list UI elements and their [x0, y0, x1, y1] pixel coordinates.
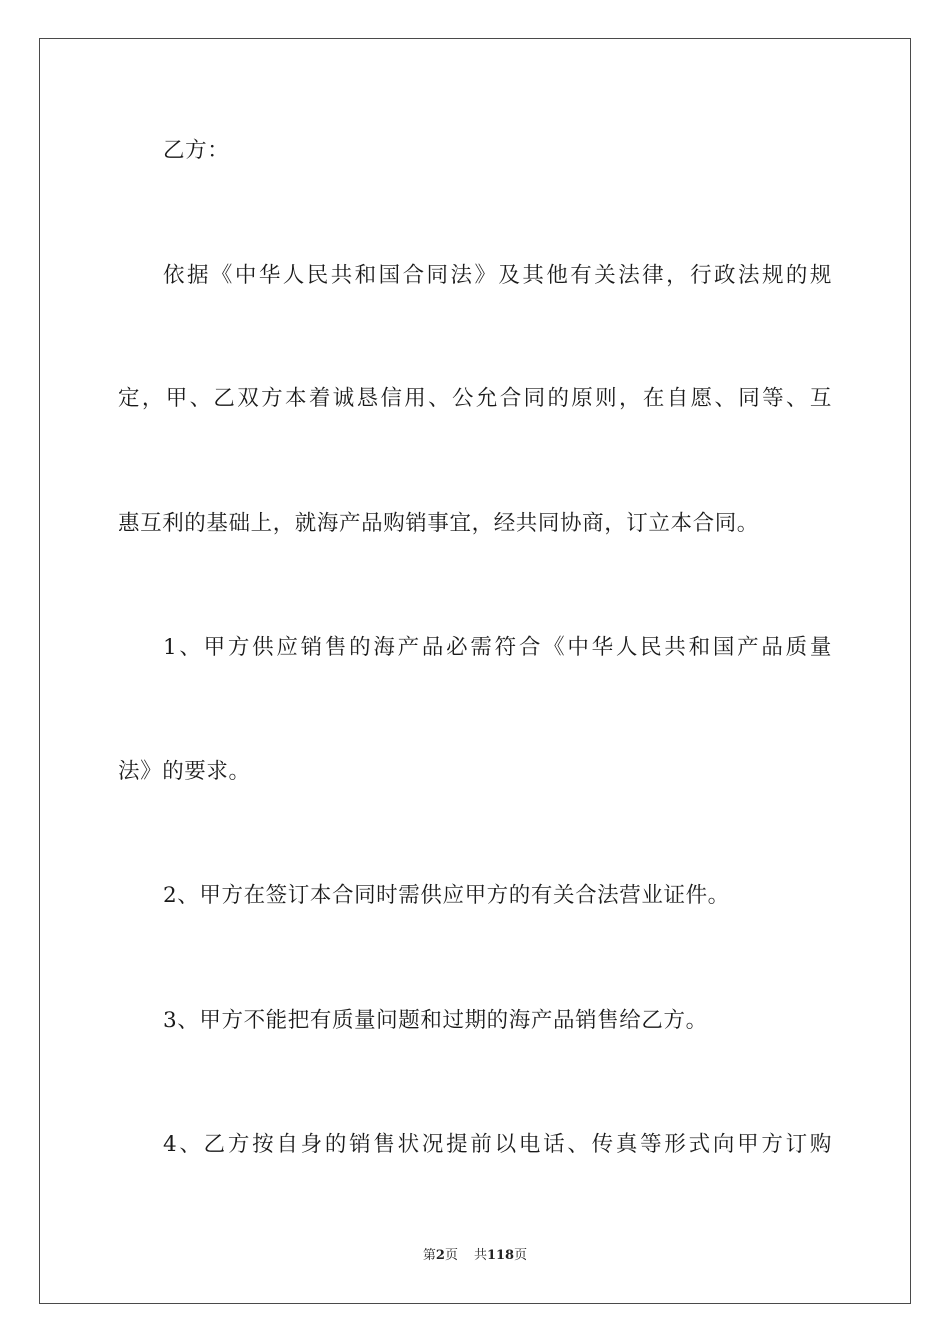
page-border [39, 38, 911, 1304]
page-suffix: 页 [444, 1248, 458, 1263]
clause-3: 3、甲方不能把有质量问题和过期的海产品销售给乙方。 [163, 1008, 708, 1033]
total-suffix: 页 [514, 1248, 528, 1263]
clause-1-line: 法》的要求。 [118, 759, 251, 784]
clause-1-line: 1、甲方供应销售的海产品必需符合《中华人民共和国产品质量 [163, 635, 832, 660]
total-pages: 118 [486, 1248, 515, 1263]
page-prefix: 第 [422, 1248, 436, 1263]
clause-2: 2、甲方在签订本合同时需供应甲方的有关合法营业证件。 [163, 883, 730, 908]
page-number: 2 [435, 1248, 445, 1263]
paragraph-line: 惠互利的基础上，就海产品购销事宜，经共同协商，订立本合同。 [118, 511, 759, 536]
clause-4-line: 4、乙方按自身的销售状况提前以电话、传真等形式向甲方订购 [163, 1132, 832, 1157]
party-b-label: 乙方： [163, 138, 230, 163]
paragraph-line: 定，甲、乙双方本着诚恳信用、公允合同的原则，在自愿、同等、互 [118, 386, 832, 411]
page-footer [0, 1247, 950, 1265]
paragraph-line: 依据《中华人民共和国合同法》及其他有关法律，行政法规的规 [163, 263, 832, 288]
total-prefix: 共 [473, 1248, 487, 1263]
